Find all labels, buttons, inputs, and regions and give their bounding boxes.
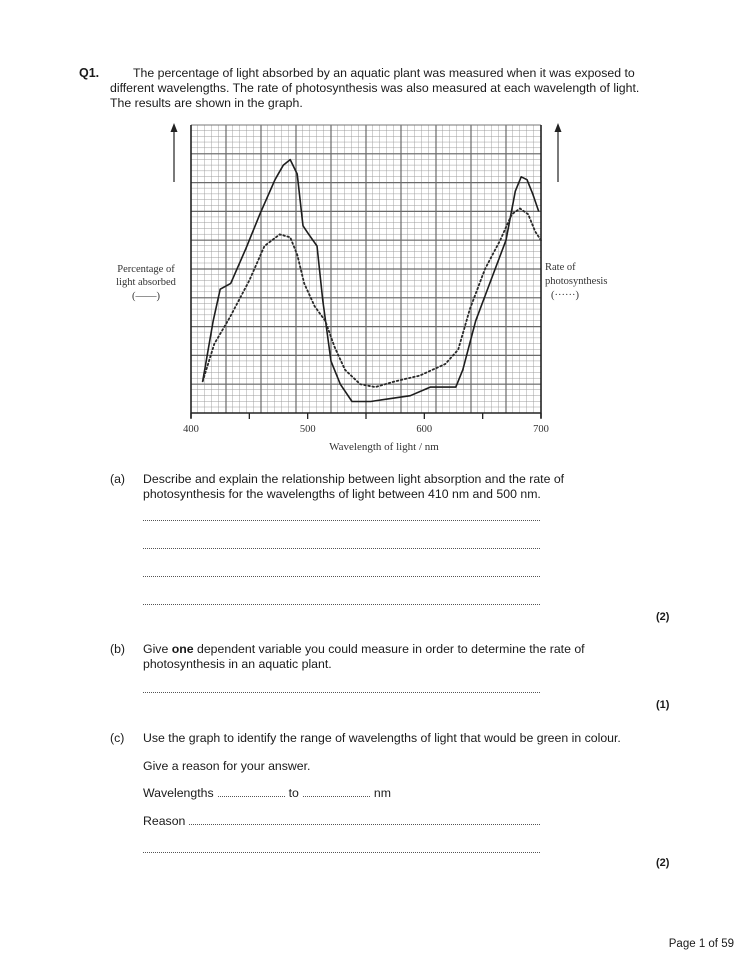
reason-label: Reason — [143, 814, 186, 828]
part-a-question — [143, 472, 663, 502]
wavelength-to-input[interactable] — [303, 786, 370, 797]
part-b-question — [143, 642, 663, 672]
part-b-answer-line[interactable] — [143, 691, 540, 693]
right-axis-label-line1: Rate of — [545, 262, 576, 273]
part-b-marks: (1) — [656, 699, 670, 711]
x-tick-600: 600 — [416, 424, 433, 435]
part-b-text-bold: one — [171, 642, 194, 656]
part-a-marks: (2) — [656, 611, 670, 623]
unit-label: nm — [373, 786, 391, 800]
part-a-answer-line-2[interactable] — [143, 547, 540, 549]
part-a-answer-line-4[interactable] — [143, 603, 540, 605]
left-arrow-icon — [171, 123, 178, 182]
question-intro-text: The percentage of light absorbed by an aquatic plant was measured when it was exposed to different wavelengths. The rate of photosynthesis was also measured at each wavelength of light. The results are shown in the graph. — [110, 66, 640, 110]
part-c-answer-line[interactable] — [143, 851, 540, 853]
part-b-text-line2: photosynthesis in an aquatic plant. — [143, 657, 332, 671]
part-c-label: (c) — [110, 731, 125, 745]
graph — [0, 0, 749, 470]
x-tick-700: 700 — [533, 424, 549, 435]
page-number: Page 1 of 59 — [668, 938, 734, 950]
left-axis-label-line1: Percentage of — [117, 264, 175, 275]
part-c-reason-row — [143, 814, 540, 828]
question-number: Q1. — [79, 66, 100, 80]
part-c-text-line2: Give a reason for your answer. — [143, 759, 311, 773]
part-b-text-pre: Give — [143, 642, 172, 656]
part-a-answer-line-3[interactable] — [143, 575, 540, 577]
part-c-text-line1: Use the graph to identify the range of wavelengths of light that would be green in colour. — [143, 731, 621, 745]
right-arrow-icon — [555, 123, 562, 182]
part-b-text-line1 — [143, 642, 663, 657]
part-a-text-line1: Describe and explain the relationship between light absorption and the rate of — [143, 472, 565, 486]
left-axis-key: (——) — [132, 291, 160, 302]
to-label: to — [288, 786, 299, 800]
part-a-label: (a) — [110, 472, 126, 486]
wavelength-from-input[interactable] — [218, 786, 285, 797]
x-axis-label: Wavelength of light / nm — [329, 441, 439, 453]
reason-input[interactable] — [189, 814, 540, 825]
left-axis-label-line2: light absorbed — [116, 277, 176, 288]
chart-figure — [0, 0, 749, 470]
x-tick-400: 400 — [183, 424, 199, 435]
x-axis-ticks — [191, 413, 541, 419]
wavelengths-label: Wavelengths — [143, 786, 214, 800]
part-b-text-post: dependent variable you could measure in order to determine the rate of — [193, 642, 585, 656]
part-a-answer-line-1[interactable] — [143, 519, 540, 521]
x-tick-500: 500 — [299, 424, 316, 435]
right-axis-key: (······) — [551, 290, 579, 301]
part-a-text-line2: photosynthesis for the wavelengths of light between 410 nm and 500 nm. — [143, 487, 541, 501]
part-c-wavelengths-row — [143, 786, 391, 800]
part-b-label: (b) — [110, 642, 126, 656]
part-c-marks: (2) — [656, 857, 670, 869]
right-axis-label-line2: photosynthesis — [545, 276, 608, 287]
